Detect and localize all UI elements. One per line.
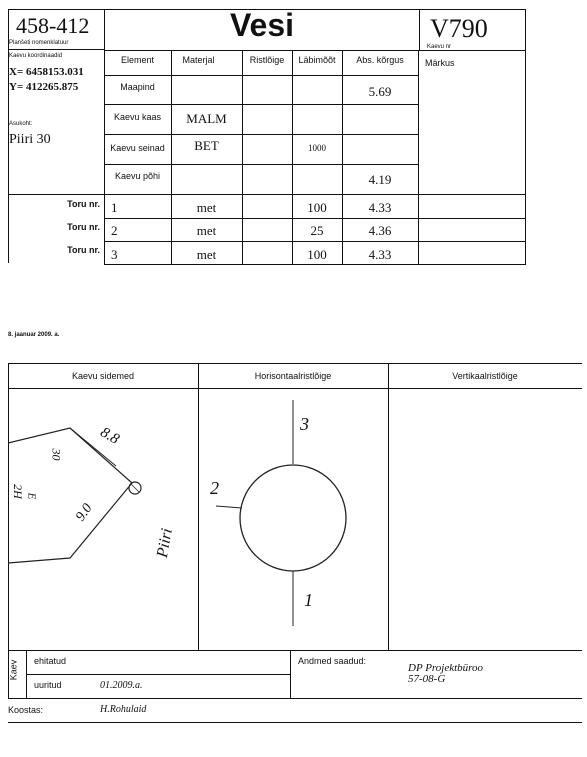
pipe-label-2: 2	[210, 478, 219, 498]
y-coordinate: Y= 412265.875	[9, 81, 79, 93]
row-line	[104, 75, 418, 76]
row-material-value: BET	[194, 138, 219, 153]
row-line	[104, 164, 418, 165]
sketch-label-30: 30	[49, 448, 64, 461]
pipe-label: Toru nr.	[67, 245, 100, 255]
column-header-material: Materjal	[182, 55, 215, 65]
surveyed-value: 01.2009.a.	[100, 680, 143, 691]
pipe-label: Toru nr.	[67, 199, 100, 209]
pipe-material: met	[196, 200, 217, 215]
pipe-height: 4.33	[368, 200, 392, 215]
row-height-value: 4.19	[368, 172, 392, 187]
sketch-bottom-line	[8, 650, 582, 651]
column-header-section: Ristlõige	[249, 55, 285, 65]
pipe-height: 4.36	[368, 223, 392, 238]
data-from-label: Andmed saadud:	[298, 656, 367, 666]
address-value: Piiri 30	[9, 132, 51, 147]
row-line	[104, 104, 418, 105]
pipe-diameter: 100	[307, 247, 327, 262]
well-number-label: Kaevu nr	[427, 44, 452, 50]
well-number: V790	[430, 14, 488, 43]
row-element-label: Maapind	[120, 82, 155, 92]
kaev-label: Kaev	[8, 659, 19, 681]
pipe-label: Toru nr.	[67, 222, 100, 232]
row-line	[104, 241, 526, 242]
footer-bottom-line	[8, 722, 582, 723]
x-coordinate: X= 6458153.031	[9, 66, 84, 78]
pipe-label-3: 3	[300, 414, 309, 434]
row-line	[104, 134, 418, 135]
footer-row-line	[26, 674, 290, 675]
well-cross-section-circle	[240, 465, 346, 571]
pipe-line-left	[216, 506, 242, 508]
sketch-label-88: 8.8	[97, 424, 122, 448]
col-line	[242, 51, 243, 265]
pipe-label-1: 1	[304, 590, 313, 610]
section-connections-title: Kaevu sidemed	[71, 371, 135, 381]
pipe-diameter: 100	[307, 200, 327, 215]
divider	[8, 49, 104, 50]
compiled-value: H.Rohulaid	[100, 704, 147, 715]
sketch-label-2h: 2H	[10, 484, 25, 499]
row-diameter-value: 1000	[308, 143, 326, 153]
column-header-diameter: Läbimõõt	[298, 55, 336, 65]
column-header-notes: Märkus	[425, 58, 455, 68]
row-height-value: 5.69	[368, 84, 392, 99]
row-element-label: Kaevu põhi	[114, 171, 161, 181]
document-date: 8. jaanuar 2009. a.	[8, 332, 60, 338]
pipe-number: 2	[111, 223, 118, 238]
nomenclature-label: Planšeti nomenklatuur	[9, 40, 69, 46]
col-line	[418, 51, 419, 265]
horizontal-section-sketch	[198, 388, 388, 650]
compiled-label: Koostas:	[8, 705, 44, 715]
pipe-number: 1	[111, 200, 118, 215]
pipe-number: 3	[111, 247, 118, 262]
address-label: Asukoht:	[9, 121, 33, 127]
data-from-value: DP Projektbüroo	[408, 662, 484, 674]
nomenclature-number: 458-412	[16, 13, 90, 38]
row-line	[104, 218, 526, 219]
pipe-diameter: 25	[310, 223, 324, 238]
column-header-height: Abs. kõrgus	[356, 55, 404, 65]
row-line	[8, 194, 526, 195]
row-material-value: MALM	[186, 111, 227, 126]
sketch-label-e: E	[25, 492, 38, 500]
section-horizontal-title: Horisontaalristlõige	[254, 371, 332, 381]
row-element-label: Kaevu seinad	[110, 143, 165, 153]
document-title: Vesi	[229, 7, 295, 43]
pipe-material: met	[196, 223, 217, 238]
pipe-material: met	[196, 247, 217, 262]
pipe-height: 4.33	[368, 247, 392, 262]
data-from-code: 57-08-G	[408, 673, 446, 685]
row-element-label: Kaevu kaas	[113, 112, 162, 122]
sketch-tick	[131, 484, 139, 492]
built-label: ehitatud	[34, 656, 67, 666]
footer-divider	[290, 650, 291, 699]
coords-label: Kaevu koordinaadid	[9, 53, 63, 59]
column-header-element: Element	[120, 55, 155, 65]
sketch-column-divider	[388, 363, 389, 650]
sketch-label-90: 9.0	[73, 501, 96, 525]
sketch-label-piiri: Piiri	[154, 527, 176, 559]
surveyed-label: uuritud	[34, 680, 62, 690]
section-vertical-title: Vertikaalristlõige	[452, 371, 518, 381]
